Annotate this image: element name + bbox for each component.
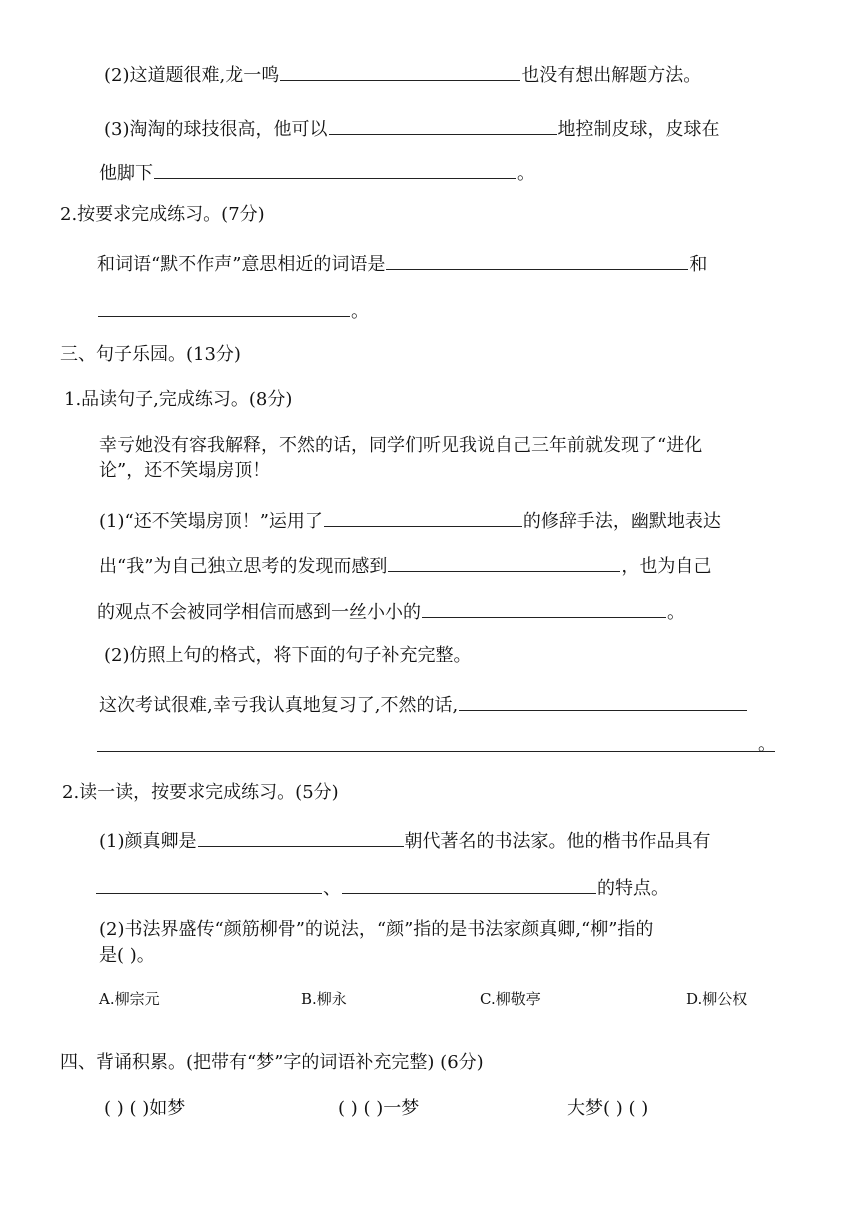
question-text: 这次考试很难,幸亏我认真地复习了,不然的话,	[99, 695, 459, 716]
answer-blank[interactable]	[342, 873, 596, 894]
question-text: 的特点。	[597, 878, 669, 899]
question-text: (1)“还不笑塌房顶！”运用了	[99, 511, 323, 532]
question-title-text: 1.品读句子,完成练习。(8分)	[64, 389, 293, 410]
passage-line	[99, 459, 270, 483]
question-line	[99, 826, 711, 854]
question-text: (2)这道题很难,龙一鸣	[104, 65, 280, 86]
question-title	[64, 388, 292, 412]
idiom-item[interactable]	[338, 1097, 419, 1121]
idiom-item[interactable]	[567, 1097, 648, 1121]
punctuation: 。	[758, 734, 776, 755]
idiom-text: ( ) ( )如梦	[104, 1098, 186, 1119]
line-end	[758, 733, 776, 757]
question-line	[97, 597, 685, 625]
question-line	[99, 551, 711, 579]
option-c[interactable]: C.柳敬亭	[480, 990, 541, 1008]
question-text: 。	[351, 301, 369, 322]
section-title	[60, 1051, 484, 1075]
question-line	[99, 944, 155, 968]
question-line	[97, 296, 369, 324]
option-d[interactable]: D.柳公权	[686, 990, 748, 1008]
idiom-text: ( ) ( )一梦	[338, 1098, 420, 1119]
question-text: (3)淘淘的球技很高，他可以	[104, 119, 328, 140]
question-text: 他脚下	[99, 163, 153, 184]
answer-blank[interactable]	[324, 506, 522, 527]
section-title-text: 三、句子乐园。(13分)	[60, 344, 241, 365]
option-b[interactable]: B.柳永	[301, 990, 347, 1008]
question-line	[99, 158, 535, 186]
answer-blank[interactable]	[98, 296, 350, 317]
question-text: 出“我”为自己独立思考的发现而感到	[99, 556, 388, 577]
answer-blank[interactable]	[388, 551, 620, 572]
question-text: ，也为自己	[621, 556, 712, 577]
question-text: 朝代著名的书法家。他的楷书作品具有	[404, 831, 711, 852]
separator: 、	[323, 878, 341, 899]
idiom-text: 大梦( ) ( )	[567, 1098, 649, 1119]
question-line	[99, 690, 748, 718]
answer-blank[interactable]	[96, 873, 322, 894]
question-text: 和	[689, 254, 708, 275]
question-title	[62, 781, 339, 805]
question-title-text: 2.读一读，按要求完成练习。(5分)	[62, 782, 339, 803]
question-line	[95, 873, 669, 901]
question-text: 和词语“默不作声”意思相近的词语是	[97, 254, 386, 275]
question-text: 的观点不会被同学相信而感到一丝小小的	[97, 602, 421, 623]
question-text: (2)仿照上句的格式，将下面的句子补充完整。	[104, 645, 472, 666]
passage-text: 幸亏她没有容我解释，不然的话，同学们听见我说自己三年前就发现了“进化	[99, 435, 703, 456]
answer-blank[interactable]	[198, 826, 404, 847]
section-title-text: 四、背诵积累。(把带有“梦”字的词语补充完整) (6分)	[60, 1052, 484, 1073]
section-title	[60, 343, 241, 367]
question-text: (1)颜真卿是	[99, 831, 197, 852]
question-text: 地控制皮球，皮球在	[557, 119, 720, 140]
question-text: 的修辞手法，幽默地表达	[522, 511, 721, 532]
passage-text: 论”，还不笑塌房顶！	[99, 460, 271, 481]
answer-blank[interactable]	[329, 114, 557, 135]
question-line	[104, 60, 701, 88]
question-text: 。	[667, 602, 685, 623]
answer-line[interactable]	[97, 751, 775, 752]
question-line	[99, 506, 721, 534]
question-line	[104, 644, 472, 668]
question-text: 是( )。	[99, 945, 155, 966]
question-line	[99, 918, 653, 942]
answer-blank[interactable]	[459, 690, 747, 711]
question-text: 。	[517, 163, 535, 184]
question-text: (2)书法界盛传“颜筋柳骨”的说法，“颜”指的是书法家颜真卿,“柳”指的	[99, 919, 654, 940]
question-line	[104, 114, 720, 142]
idiom-item[interactable]	[104, 1097, 185, 1121]
answer-blank[interactable]	[280, 60, 520, 81]
answer-blank[interactable]	[422, 597, 666, 618]
question-line	[97, 249, 707, 277]
answer-blank[interactable]	[154, 158, 516, 179]
answer-blank[interactable]	[386, 249, 688, 270]
section-title-text: 2.按要求完成练习。(7分)	[60, 204, 265, 225]
passage-line	[99, 434, 702, 458]
question-text: 也没有想出解题方法。	[521, 65, 702, 86]
option-a[interactable]: A.柳宗元	[99, 990, 160, 1008]
section-title	[60, 203, 265, 227]
